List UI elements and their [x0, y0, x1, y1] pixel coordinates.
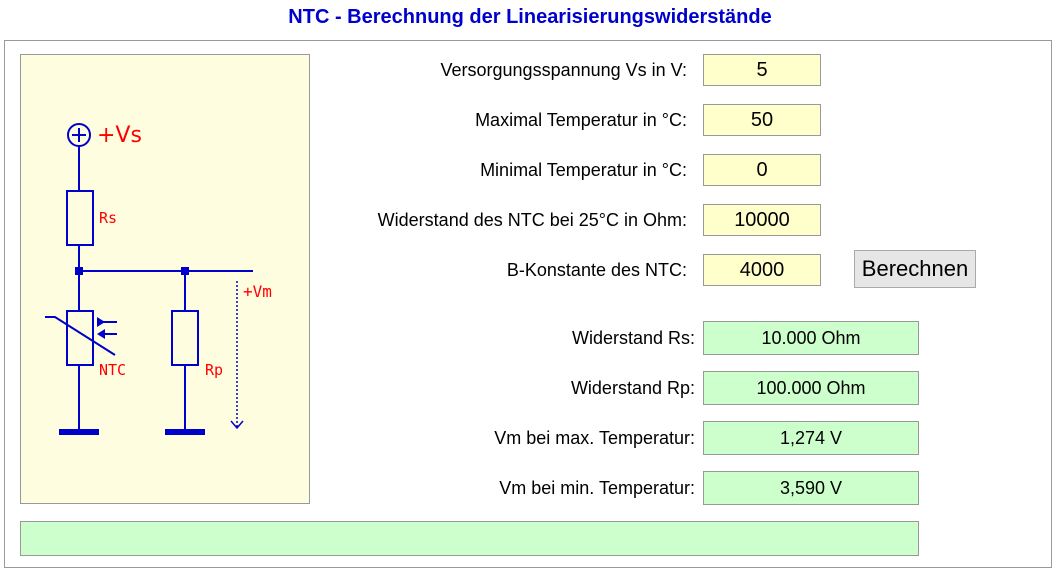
vm-max-label: Vm bei max. Temperatur: [494, 428, 695, 448]
vs-label: Versorgungsspannung Vs in V: [440, 60, 687, 80]
circuit-schematic [20, 54, 310, 504]
vs-input[interactable] [703, 54, 821, 86]
r25-input[interactable] [703, 204, 821, 236]
ntc-circuit-diagram [21, 55, 311, 505]
tmin-input[interactable] [703, 154, 821, 186]
resistor-rs [67, 191, 93, 245]
tmax-label: Maximal Temperatur in °C: [475, 110, 687, 130]
rp-result-field: 100.000 Ohm [703, 371, 919, 405]
vm-label: +Vm [243, 282, 272, 301]
supply-label: +Vs [97, 123, 142, 148]
rs-result-label: Widerstand Rs: [571, 328, 695, 348]
tmin-label: Minimal Temperatur in °C: [480, 160, 687, 180]
rp-result-label: Widerstand Rp: [570, 378, 695, 398]
vm-max-field: 1,274 V [703, 421, 919, 455]
bconst-label: B-Konstante des NTC: [506, 260, 687, 280]
ground-icon [165, 429, 205, 435]
vm-min-field: 3,590 V [703, 471, 919, 505]
page-title: NTC - Berechnung der Linearisierungswiderstände [288, 6, 772, 28]
tmax-input[interactable] [703, 104, 821, 136]
calculate-button[interactable]: Berechnen [854, 250, 976, 288]
message-bar [20, 521, 919, 556]
ground-icon [59, 429, 99, 435]
resistor-rp [172, 311, 198, 365]
rs-result-field: 10.000 Ohm [703, 321, 919, 355]
rp-label: Rp [205, 361, 224, 379]
bconst-input[interactable] [703, 254, 821, 286]
ntc-label: NTC [99, 361, 127, 379]
r25-label: Widerstand des NTC bei 25°C in Ohm: [377, 210, 687, 230]
rs-label: Rs [99, 209, 118, 227]
vm-min-label: Vm bei min. Temperatur: [499, 478, 695, 498]
